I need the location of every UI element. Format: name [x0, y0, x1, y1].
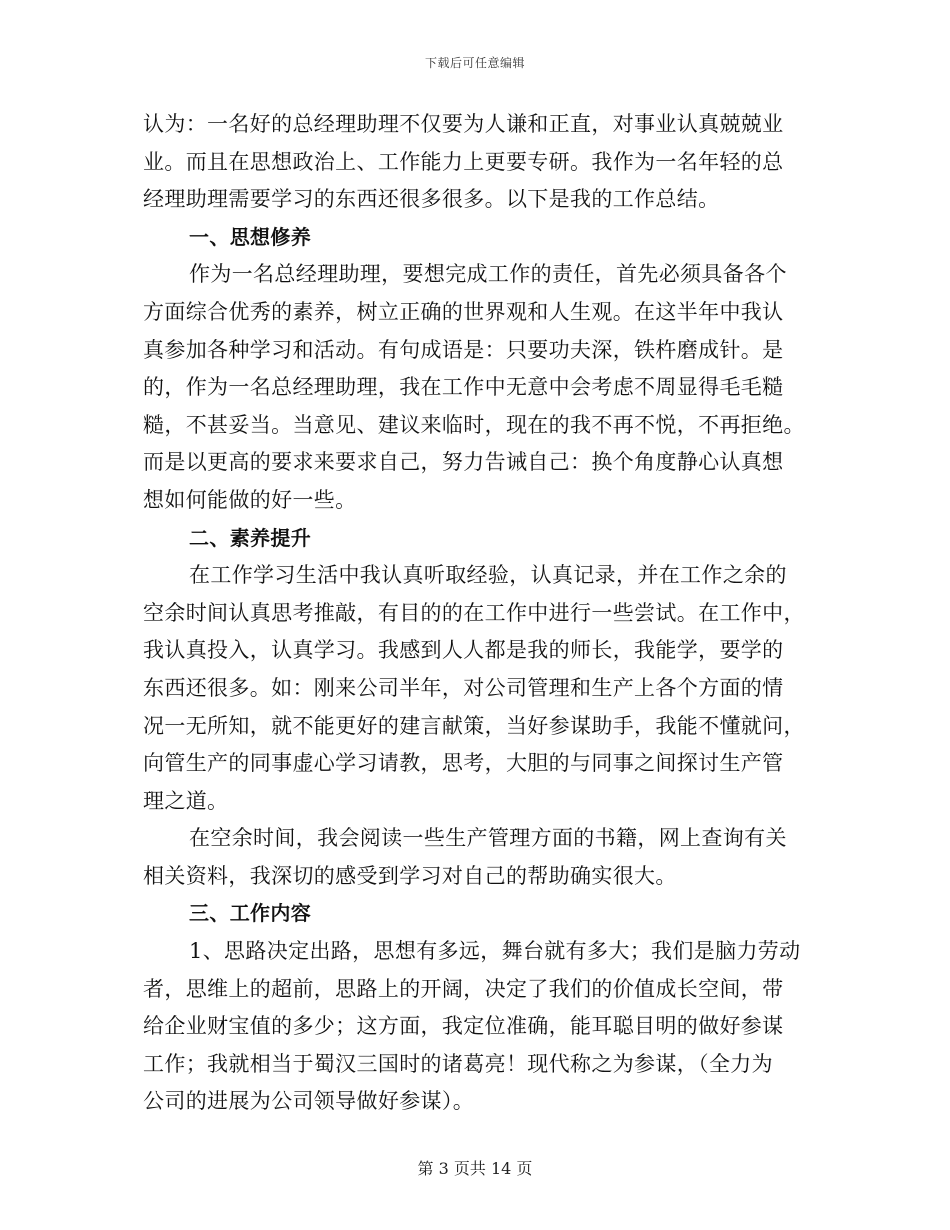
section-heading: 三、工作内容: [189, 901, 312, 926]
paragraph-line: 认为：一名好的总经理助理不仅要为人谦和正直，对事业认真兢兢业: [143, 112, 784, 136]
page-header: 下载后可任意编辑: [424, 56, 525, 70]
section-heading: 二、素养提升: [189, 525, 312, 550]
paragraph-line: 在空余时间，我会阅读一些生产管理方面的书籍，网上查询有关: [189, 826, 787, 851]
paragraph-line: 东西还很多。如：刚来公司半年，对公司管理和生产上各个方面的情: [143, 675, 784, 700]
paragraph-line: 我认真投入，认真学习。我感到人人都是我的师长，我能学，要学的: [143, 638, 784, 663]
paragraph-line: 在工作学习生活中我认真听取经验，认真记录，并在工作之余的: [189, 563, 787, 588]
document-body: [143, 106, 810, 1121]
paragraph-line: 向管生产的同事虚心学习请教，思考，大胆的与同事之间探讨生产管: [143, 751, 784, 776]
paragraph-line: 况一无所知，就不能更好的建言献策，当好参谋助手，我能不懂就问，: [143, 713, 805, 738]
paragraph-line: 经理助理需要学习的东西还很多很多。以下是我的工作总结。: [143, 187, 720, 212]
paragraph-line: 想如何能做的好一些。: [143, 487, 357, 512]
paragraph-line: 糙，不甚妥当。当意见、建议来临时，现在的我不再不悦，不再拒绝。: [143, 412, 805, 437]
section-heading: 一、思想修养: [189, 224, 312, 249]
paragraph-line: 相关资料，我深切的感受到学习对自己的帮助确实很大。: [143, 863, 677, 888]
paragraph-line: 理之道。: [143, 788, 229, 813]
paragraph-line: 作为一名总经理助理，要想完成工作的责任，首先必须具备各个: [189, 262, 787, 287]
paragraph-line: 空余时间认真思考推敲，有目的的在工作中进行一些尝试。在工作中，: [143, 600, 805, 625]
page-footer: 第 3 页共 14 页: [417, 1159, 533, 1178]
paragraph-line: 的，作为一名总经理助理，我在工作中无意中会考虑不周显得毛毛糙: [143, 375, 784, 400]
paragraph-line: 真参加各种学习和活动。有句成语是：只要功夫深，铁杵磨成针。是: [143, 337, 784, 362]
paragraph-line: 方面综合优秀的素养，树立正确的世界观和人生观。在这半年中我认: [143, 299, 784, 324]
paragraph-line: 而是以更高的要求来要求自己，努力告诫自己：换个角度静心认真想: [143, 450, 784, 475]
paragraph-line: 者，思维上的超前，思路上的开阔，决定了我们的价值成长空间，带: [143, 976, 784, 1001]
paragraph-line: 业。而且在思想政治上、工作能力上更要专研。我作为一名年轻的总: [143, 149, 784, 174]
paragraph-line: 公司的进展为公司领导做好参谋）。: [143, 1089, 475, 1114]
paragraph-line: 工作；我就相当于蜀汉三国时的诸葛亮！现代称之为参谋，（全力为: [143, 1051, 773, 1076]
paragraph-line: 1、思路决定出路，思想有多远，舞台就有多大；我们是脑力劳动: [189, 939, 801, 964]
paragraph-line: 给企业财宝值的多少；这方面，我定位准确，能耳聪目明的做好参谋: [143, 1014, 784, 1039]
